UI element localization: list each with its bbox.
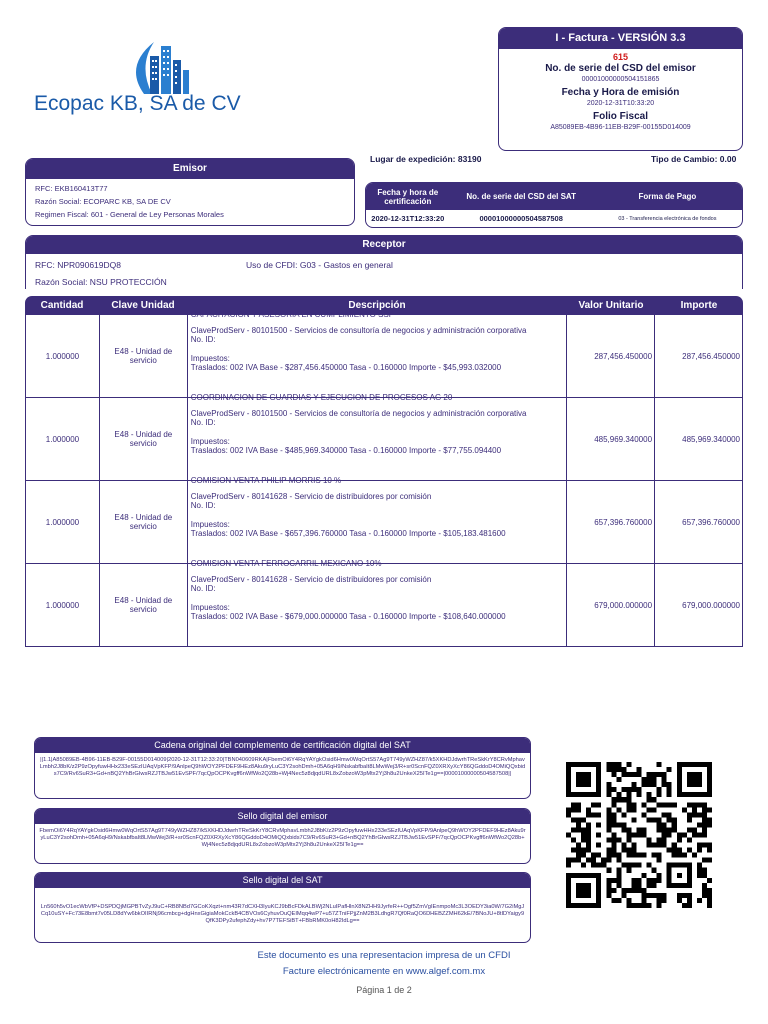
- certificacion-row: [366, 210, 742, 227]
- invoice-header-box: [498, 27, 743, 151]
- item-valor-unitario: 679,000.000000: [567, 564, 655, 647]
- item-descripcion: [187, 310, 566, 398]
- header-valor-unitario: Valor Unitario: [578, 299, 644, 311]
- item-title: COMISION VENTA FERROCARRIL MEXICANO 10%: [190, 559, 382, 568]
- invoice-title: I - Factura - VERSIÓN 3.3: [499, 28, 742, 49]
- header-descripcion: Descripción: [348, 299, 406, 311]
- building-logo-icon: [114, 36, 206, 96]
- items-table: [25, 310, 743, 647]
- item-clave: ClaveProdServ - 80141628 - Servicio de distribuidores por comisión: [190, 491, 432, 501]
- item-title: COMISION VENTA PHILIP MORRIS 10 %: [190, 476, 342, 485]
- cert-header-fecha: Fecha y hora de certificación: [377, 187, 439, 206]
- item-cantidad: 1.000000: [26, 481, 100, 564]
- emisor-box: [25, 158, 355, 226]
- emisor-razon-social: Razón Social: ECOPARC KB, SA DE CV: [35, 197, 171, 206]
- item-clave: ClaveProdServ - 80141628 - Servicio de distribuidores por comisión: [190, 574, 432, 584]
- item-cantidad: 1.000000: [26, 315, 100, 398]
- lugar-expedicion: Lugar de expedición: 83190: [370, 154, 482, 164]
- sello-sat-text: Ln560h5vO1ecWbVfP+DSPDQjMGPBTvZyJ9uC+RB8NBd7GCoKXqzt+nm43R7dCXH3IyuKCJ9bBcFDkALBWj2NLuIPafHlnX8NZHH9JyrfeR++Ogf5ZmVgIEnmpoMc3L3OEDY3ia0W/7G2iMgJCq10uSY+Fc73E8bmt7v05LD8dYw6bkOIIRNj96cmbcg+dgHnxGigiaMokCckB4CBVOs6CyhuvOuQEIMqq4wP7+u57ZTniFPjjZnM2B3LdhgR7Qf0RaQO6DHEBZZMH62kE/7BNoJU+8tIDYaigy9QfK3DPy2ufephZdy+hv7P7TEFSiBT+FBbRMK0oH82IdLg==: [40, 904, 525, 925]
- folio-fiscal-label: Folio Fiscal: [592, 111, 648, 122]
- sello-emisor-box: [34, 808, 531, 864]
- company-name: Ecopac KB, SA de CV: [34, 92, 241, 115]
- certificacion-header: [366, 183, 742, 210]
- sello-emisor-text: FbemOi6Y4RqYAYgkOsid6Hmw0WqOrtS57Ag9T749yWZHZ87/k5XKHDJdwrhTReSkKrY8CRvMphavLmbh2J8bK/z2P9zOpyfuwHHx233eSEzIUAqVpKFP/9AnlpeQ9hWOY2PFDEF9HEz8Aku9ryLuC3Y2sohDmh+05A6qH9/NskabfbaIt8LMwWej3/R+sr0ScnFQZ0XRXyXcY86QGddoD4OMiQQxbids7C9/Rv6SuR3+Gd+nBQ2YhBrGIwsRZJTBJw51EvSPF/7qcQpOCPKvgff6nWfWo2Q28b+Wj4Nec5z8djqdURL8xZobzoW3pMtx2Yj3h8u2UnkeX25ITe1g==: [39, 828, 526, 849]
- table-row: [26, 398, 743, 481]
- item-no-id: No. ID:: [190, 584, 216, 594]
- certificacion-table: [365, 182, 743, 228]
- item-title: COORDINACION DE GUARDIAS Y EJECUCION DE PROCESOS AG 20: [190, 393, 453, 402]
- item-unidad: E48 - Unidad de servicio: [99, 564, 187, 647]
- tipo-cambio: Tipo de Cambio: 0.00: [651, 154, 737, 164]
- csd-emisor-value: 00001000000504151865: [581, 76, 660, 83]
- item-cantidad: 1.000000: [26, 564, 100, 647]
- item-importe: 657,396.760000: [655, 481, 743, 564]
- receptor-rfc: RFC: NPR090619DQ8: [35, 260, 121, 270]
- item-descripcion: [187, 559, 566, 647]
- item-impuestos: Impuestos:: [190, 353, 230, 363]
- cert-forma-pago-value: 03 - Transferencia electrónica de fondos: [618, 215, 717, 222]
- item-unidad: E48 - Unidad de servicio: [99, 481, 187, 564]
- header-cantidad: Cantidad: [40, 299, 84, 311]
- company-logo: [32, 30, 292, 120]
- footer-website-link[interactable]: Facture electrónicamente en www.algef.com.mx: [282, 966, 486, 977]
- cadena-original-text: ||1.1|A85089EB-4B96-11EB-B29F-00155D014009|2020-12-31T12:33:20|TBN040609RKA|FbemOi6Y4RqYAYgkOsid6Hmw0WqOrtS57Ag9T749yWZHZ87/k5XKHDJdwrhTReSkKrY8CRvMphavLmbh2J8bK/z2P9zOpyfuwHHx233eSEzIUAqVpKFP/9AnlpeQ9hWOY2PFDEF9HEz8Aku9ryLuC3Y2sohDmh+05A6qH9/NskabfbaIt8LMwWej3/R+sr0ScnFQZ0XRXyXcY86QGddoD4OMiQQxbids7C9/Rv6SuR3+Gd+nBQ2YhBrGIwsRZJTBJw51EvSPF/7qcQpOCPKvgff6nWfWo2Q28b+Wj4Nec5z8djqdURL8xZobzoW3pMtx2Yj3h8u2UnkeX25ITe1g==|00001000000504587508||: [39, 757, 526, 778]
- fecha-emision-value: 2020-12-31T10:33:20: [586, 100, 655, 107]
- item-traslados: Traslados: 002 IVA Base - $485,969.340000 Tasa - 0.160000 Importe - $77,755.094400: [190, 446, 502, 456]
- receptor-title: Receptor: [26, 236, 742, 254]
- item-traslados: Traslados: 002 IVA Base - $287,456.450000 Tasa - 0.160000 Importe - $45,993.032000: [190, 363, 502, 373]
- table-row: [26, 481, 743, 564]
- item-impuestos: Impuestos:: [190, 519, 230, 529]
- cert-serie-value: 00001000000504587508: [479, 214, 563, 223]
- item-clave: ClaveProdServ - 80101500 - Servicios de consultoría de negocios y administración corporativa: [190, 325, 527, 335]
- sello-emisor-title: Sello digital del emisor: [35, 809, 530, 824]
- item-unidad: E48 - Unidad de servicio: [99, 315, 187, 398]
- qr-code-icon: [566, 760, 712, 910]
- sello-sat-box: [34, 872, 531, 943]
- item-traslados: Traslados: 002 IVA Base - $679,000.000000 Tasa - 0.160000 Importe - $108,640.000000: [190, 612, 506, 622]
- emisor-rfc: RFC: EKB160413T77: [35, 184, 108, 193]
- footer-cfdi-note: Este documento es una representacion impresa de un CFDI: [257, 950, 511, 961]
- item-descripcion: [187, 393, 566, 481]
- cadena-original-box: [34, 737, 531, 799]
- page-number: Página 1 de 2: [356, 985, 412, 995]
- header-clave-unidad: Clave Unidad: [111, 299, 175, 311]
- item-impuestos: Impuestos:: [190, 436, 230, 446]
- cert-header-serie: No. de serie del CSD del SAT: [466, 192, 576, 201]
- table-row: [26, 315, 743, 398]
- cert-header-forma-pago: Forma de Pago: [638, 192, 697, 201]
- item-no-id: No. ID:: [190, 335, 216, 345]
- item-no-id: No. ID:: [190, 501, 216, 511]
- folio-fiscal-value: A85089EB-4B96-11EB-B29F-00155D014009: [550, 124, 691, 131]
- header-importe: Importe: [680, 299, 718, 311]
- item-traslados: Traslados: 002 IVA Base - $657,396.760000 Tasa - 0.160000 Importe - $105,183.481600: [190, 529, 506, 539]
- table-row: [26, 564, 743, 647]
- item-importe: 287,456.450000: [655, 315, 743, 398]
- item-valor-unitario: 287,456.450000: [567, 315, 655, 398]
- item-no-id: No. ID:: [190, 418, 216, 428]
- item-valor-unitario: 657,396.760000: [567, 481, 655, 564]
- emisor-regimen: Regimen Fiscal: 601 - General de Ley Personas Morales: [35, 210, 224, 219]
- item-unidad: E48 - Unidad de servicio: [99, 398, 187, 481]
- item-descripcion: [187, 476, 566, 564]
- emisor-title: Emisor: [26, 159, 354, 179]
- item-importe: 679,000.000000: [655, 564, 743, 647]
- receptor-uso-cfdi: Uso de CFDI: G03 - Gastos en general: [246, 260, 393, 270]
- item-clave: ClaveProdServ - 80101500 - Servicios de consultoría de negocios y administración corporativa: [190, 408, 527, 418]
- item-importe: 485,969.340000: [655, 398, 743, 481]
- receptor-razon-social: Razón Social: NSU PROTECCIÓN: [35, 277, 167, 287]
- item-title: CAPACITACION Y ASESORIA EN CUMPLIMIENTO SSP: [190, 310, 395, 319]
- sello-sat-title: Sello digital del SAT: [35, 873, 530, 888]
- item-cantidad: 1.000000: [26, 398, 100, 481]
- csd-emisor-label: No. de serie del CSD del emisor: [545, 63, 696, 74]
- invoice-folio: 615: [612, 52, 629, 62]
- cert-fecha-value: 2020-12-31T12:33:20: [371, 214, 445, 223]
- cadena-original-title: Cadena original del complemento de certificación digital del SAT: [35, 738, 530, 753]
- fecha-emision-label: Fecha y Hora de emisión: [561, 87, 680, 98]
- item-impuestos: Impuestos:: [190, 602, 230, 612]
- item-valor-unitario: 485,969.340000: [567, 398, 655, 481]
